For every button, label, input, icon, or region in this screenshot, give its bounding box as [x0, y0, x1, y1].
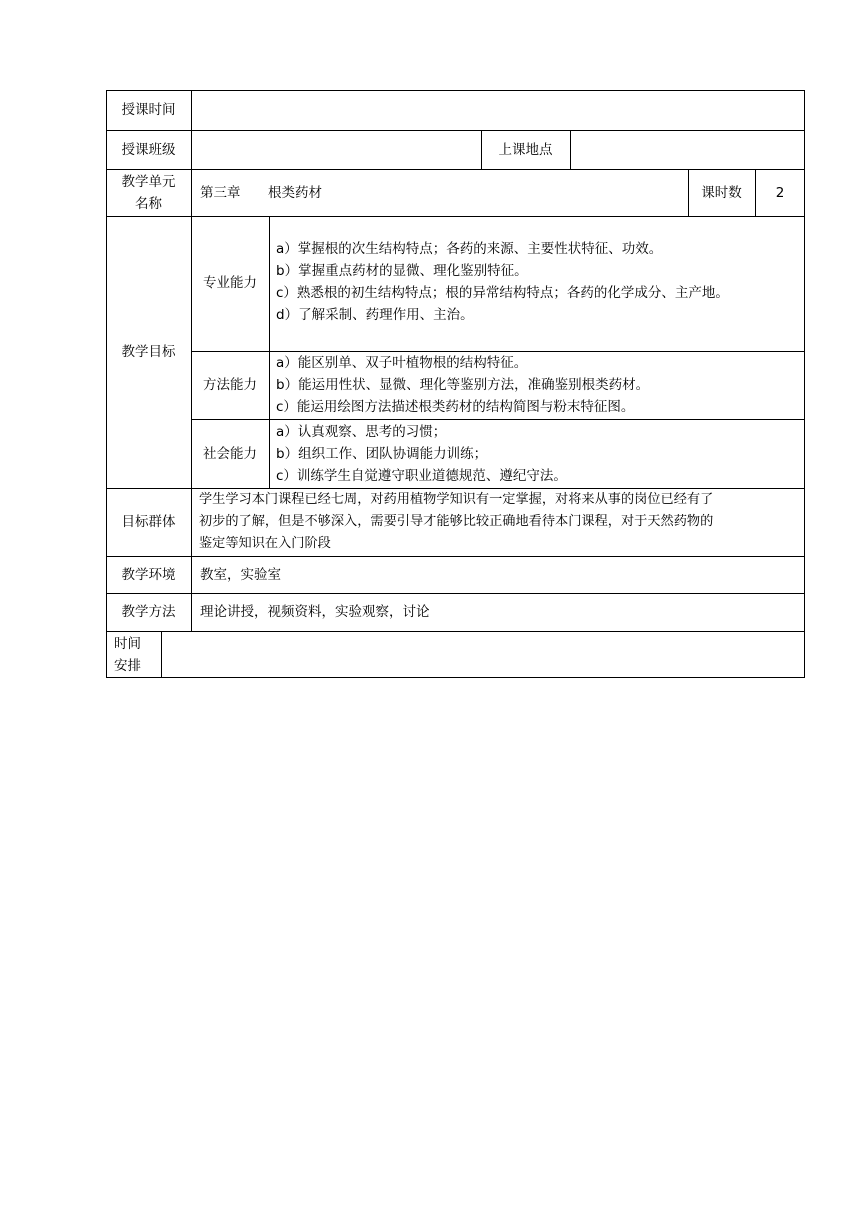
list-item: b）组织工作、团队协调能力训练； — [276, 446, 488, 462]
row-divider — [191, 419, 805, 420]
schedule-label-line1: 时间 — [114, 636, 141, 652]
social-ability-label: 社会能力 — [203, 446, 257, 462]
method-ability-items — [276, 352, 801, 418]
unit-label-line1: 教学单元 — [121, 174, 176, 190]
list-item: c）能运用绘图方法描述根类药材的结构简图与粉末特征图。 — [276, 399, 635, 415]
teaching-method-label: 教学方法 — [121, 604, 176, 620]
unit-label-line2: 名称 — [135, 196, 162, 212]
list-item: d）了解采制、药理作用、主治。 — [276, 307, 474, 323]
row-divider — [106, 593, 805, 594]
column-divider — [191, 90, 192, 631]
hours-label: 课时数 — [701, 185, 742, 201]
paragraph-line: 初步的了解，但是不够深入，需要引导才能够比较正确地看待本门课程，对于天然药物的 — [199, 514, 714, 529]
paragraph-line: 学生学习本门课程已经七周，对药用植物学知识有一定掌握，对将来从事的岗位已经有了 — [199, 492, 714, 507]
professional-label: 专业能力 — [203, 275, 257, 291]
audience-text — [199, 489, 803, 555]
objectives-label: 教学目标 — [121, 344, 176, 360]
environment-value: 教室，实验室 — [200, 567, 281, 583]
environment-label: 教学环境 — [121, 567, 176, 583]
schedule-label — [114, 633, 159, 677]
unit-chapter: 第三章 — [200, 185, 241, 201]
hours-value: 2 — [775, 185, 785, 201]
list-item: c）训练学生自觉遵守职业道德规范、遵纪守法。 — [276, 468, 567, 484]
column-divider — [269, 216, 270, 488]
social-ability-items — [276, 421, 801, 487]
time-label: 授课时间 — [121, 102, 176, 118]
audience-label: 目标群体 — [121, 514, 176, 530]
list-item: b）掌握重点药材的显微、理化鉴别特征。 — [276, 263, 528, 279]
method-ability-label: 方法能力 — [203, 377, 257, 393]
teaching-method-value: 理论讲授，视频资料，实验观察，讨论 — [200, 604, 430, 620]
list-item: a）能区别单、双子叶植物根的结构特征。 — [276, 355, 528, 371]
paragraph-line: 鉴定等知识在入门阶段 — [199, 536, 331, 551]
row-divider — [106, 216, 805, 217]
row-divider — [106, 631, 805, 632]
list-item: b）能运用性状、显微、理化等鉴别方法，准确鉴别根类药材。 — [276, 377, 650, 393]
schedule-label-line2: 安排 — [114, 658, 141, 674]
unit-label — [106, 171, 191, 215]
column-divider — [161, 631, 162, 678]
row-divider — [106, 130, 805, 131]
row-divider — [106, 556, 805, 557]
professional-items — [276, 238, 801, 326]
row-divider — [106, 169, 805, 170]
list-item: a）掌握根的次生结构特点；各药的来源、主要性状特征、功效。 — [276, 241, 663, 257]
location-label: 上课地点 — [498, 142, 553, 158]
list-item: a）认真观察、思考的习惯； — [276, 424, 447, 440]
unit-title: 根类药材 — [268, 185, 322, 201]
column-divider — [570, 130, 571, 169]
list-item: c）熟悉根的初生结构特点；根的异常结构特点；各药的化学成分、主产地。 — [276, 285, 729, 301]
class-label: 授课班级 — [121, 142, 176, 158]
